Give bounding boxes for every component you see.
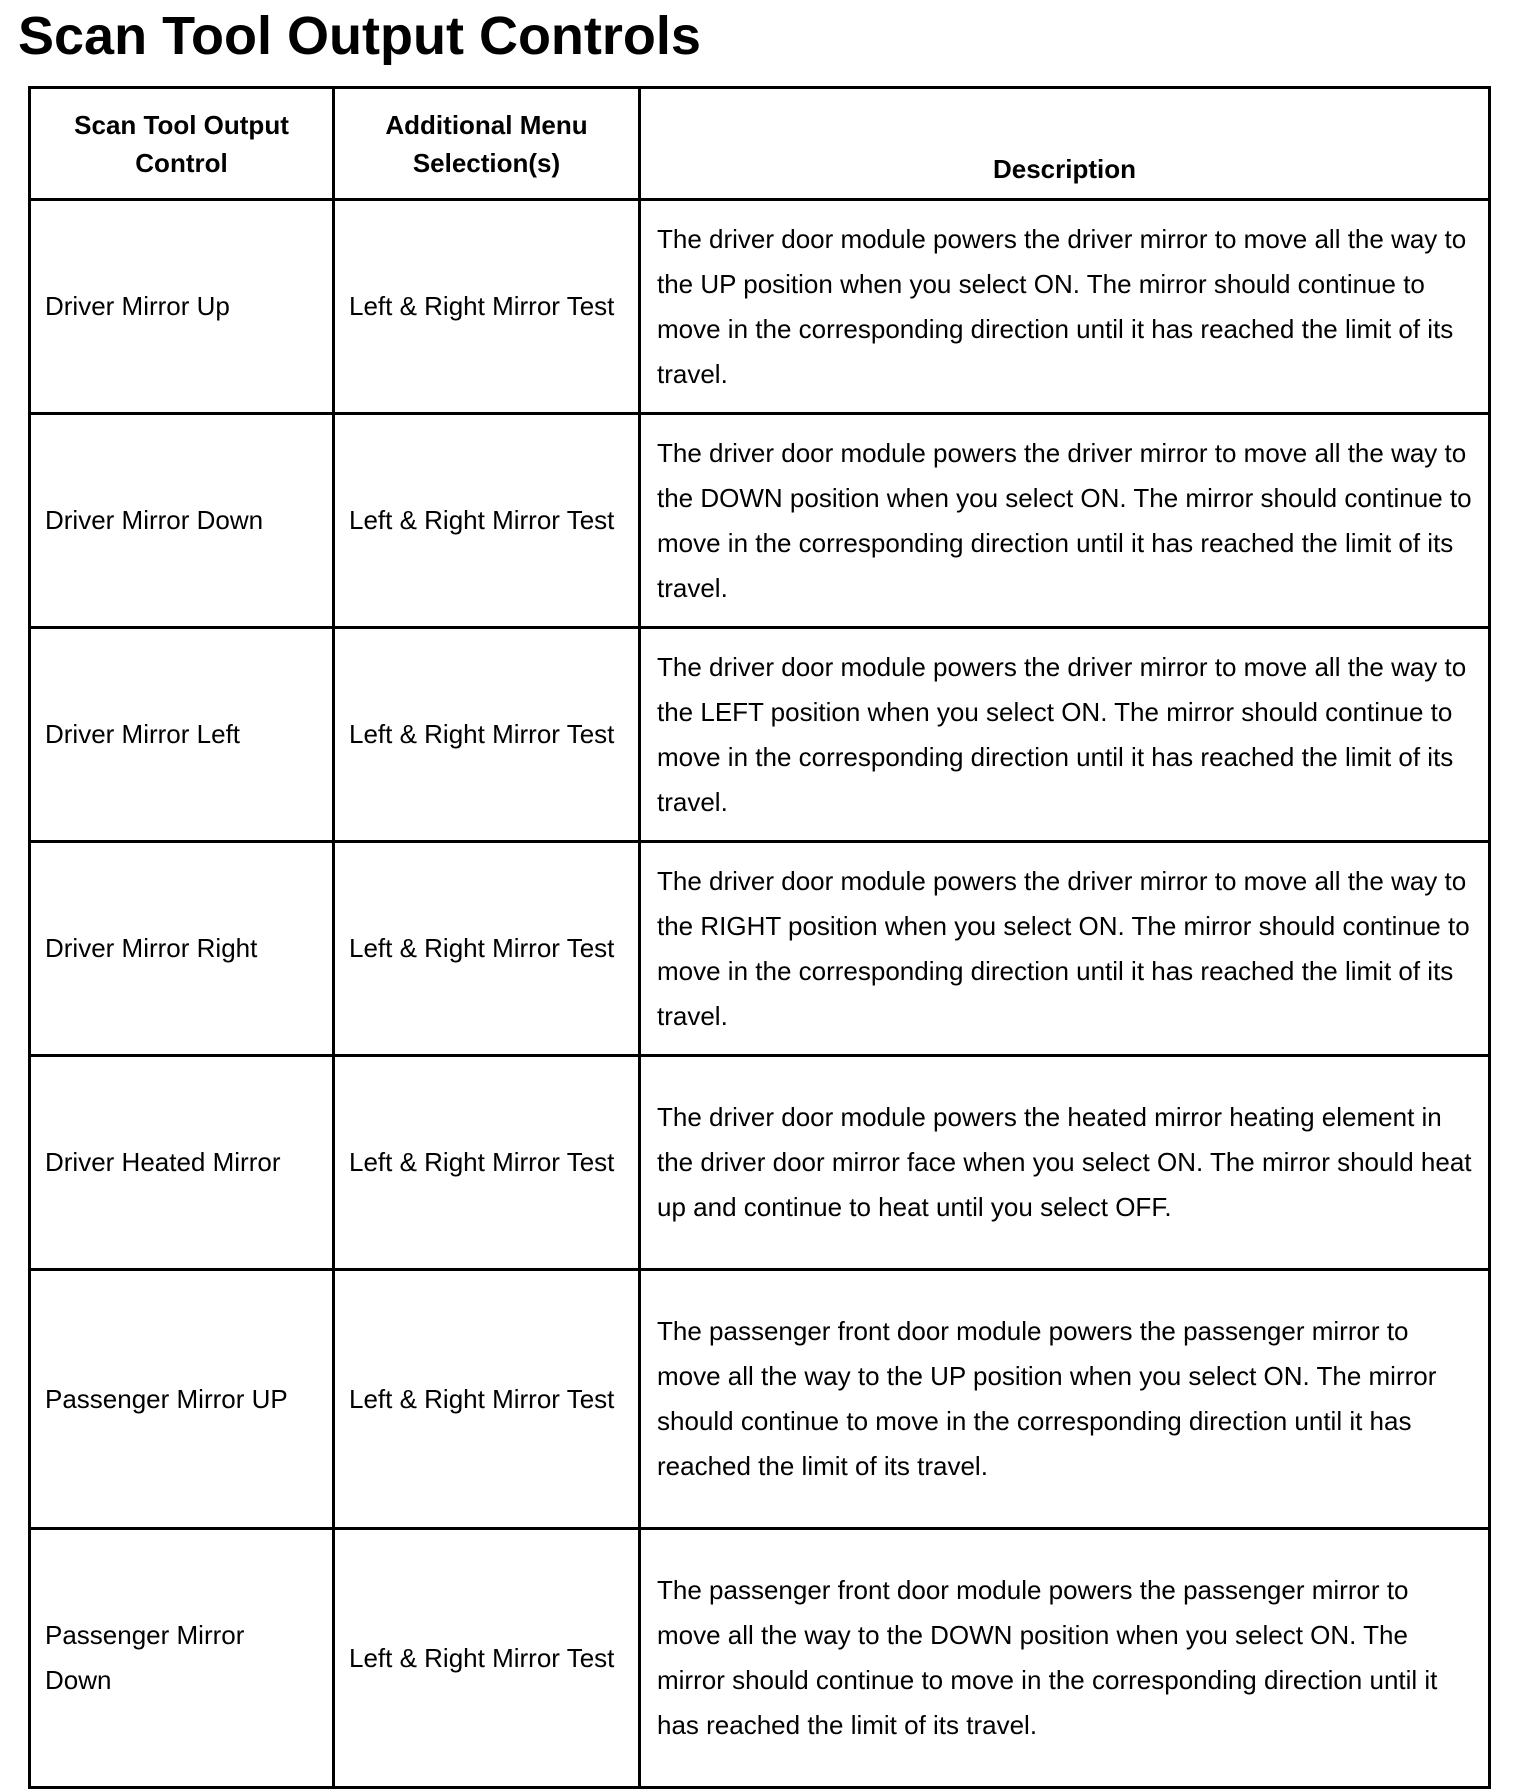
table-row (30, 200, 1490, 414)
cell-control: Driver Mirror Right (30, 842, 334, 1056)
cell-description: The passenger front door module powers the passenger mirror to move all the way to the UP position when you select ON. The mirror should continue to move in the corresponding direction until it has reached the limit of its travel. (640, 1270, 1490, 1529)
cell-menu: Left & Right Mirror Test (334, 1529, 640, 1788)
cell-menu: Left & Right Mirror Test (334, 1270, 640, 1529)
cell-control: Passenger Mirror UP (30, 1270, 334, 1529)
cell-description: The driver door module powers the driver mirror to move all the way to the UP position when you select ON. The mirror should continue to move in the corresponding direction until it has reached the limit of its travel. (640, 200, 1490, 414)
header-menu-selections: Additional Menu Selection(s) (334, 88, 640, 200)
cell-menu: Left & Right Mirror Test (334, 200, 640, 414)
cell-description: The driver door module powers the driver mirror to move all the way to the DOWN position when you select ON. The mirror should continue to move in the corresponding direction until it has reached the limit of its travel. (640, 414, 1490, 628)
table-row (30, 1529, 1490, 1788)
header-row (30, 88, 1490, 200)
header-control: Scan Tool Output Control (30, 88, 334, 200)
cell-control: Driver Heated Mirror (30, 1056, 334, 1270)
cell-menu: Left & Right Mirror Test (334, 1056, 640, 1270)
output-controls-table (28, 86, 1491, 1789)
table-row (30, 842, 1490, 1056)
header-description: Description (640, 88, 1490, 200)
cell-control: Driver Mirror Left (30, 628, 334, 842)
cell-description: The passenger front door module powers the passenger mirror to move all the way to the DOWN position when you select ON. The mirror should continue to move in the corresponding direction until it has reached the limit of its travel. (640, 1529, 1490, 1788)
cell-control: Driver Mirror Down (30, 414, 334, 628)
cell-menu: Left & Right Mirror Test (334, 842, 640, 1056)
cell-control: Passenger Mirror Down (30, 1529, 334, 1788)
table-row (30, 1056, 1490, 1270)
table-body (30, 200, 1490, 1788)
cell-description: The driver door module powers the driver mirror to move all the way to the RIGHT position when you select ON. The mirror should continue to move in the corresponding direction until it has reached the limit of its travel. (640, 842, 1490, 1056)
table-row (30, 628, 1490, 842)
page-title: Scan Tool Output Controls (18, 6, 701, 66)
table-row (30, 1270, 1490, 1529)
table-row (30, 414, 1490, 628)
cell-control: Driver Mirror Up (30, 200, 334, 414)
cell-menu: Left & Right Mirror Test (334, 414, 640, 628)
cell-description: The driver door module powers the driver mirror to move all the way to the LEFT position when you select ON. The mirror should continue to move in the corresponding direction until it has reached the limit of its travel. (640, 628, 1490, 842)
table-header (30, 88, 1490, 200)
cell-menu: Left & Right Mirror Test (334, 628, 640, 842)
cell-description: The driver door module powers the heated mirror heating element in the driver door mirror face when you select ON. The mirror should heat up and continue to heat until you select OFF. (640, 1056, 1490, 1270)
